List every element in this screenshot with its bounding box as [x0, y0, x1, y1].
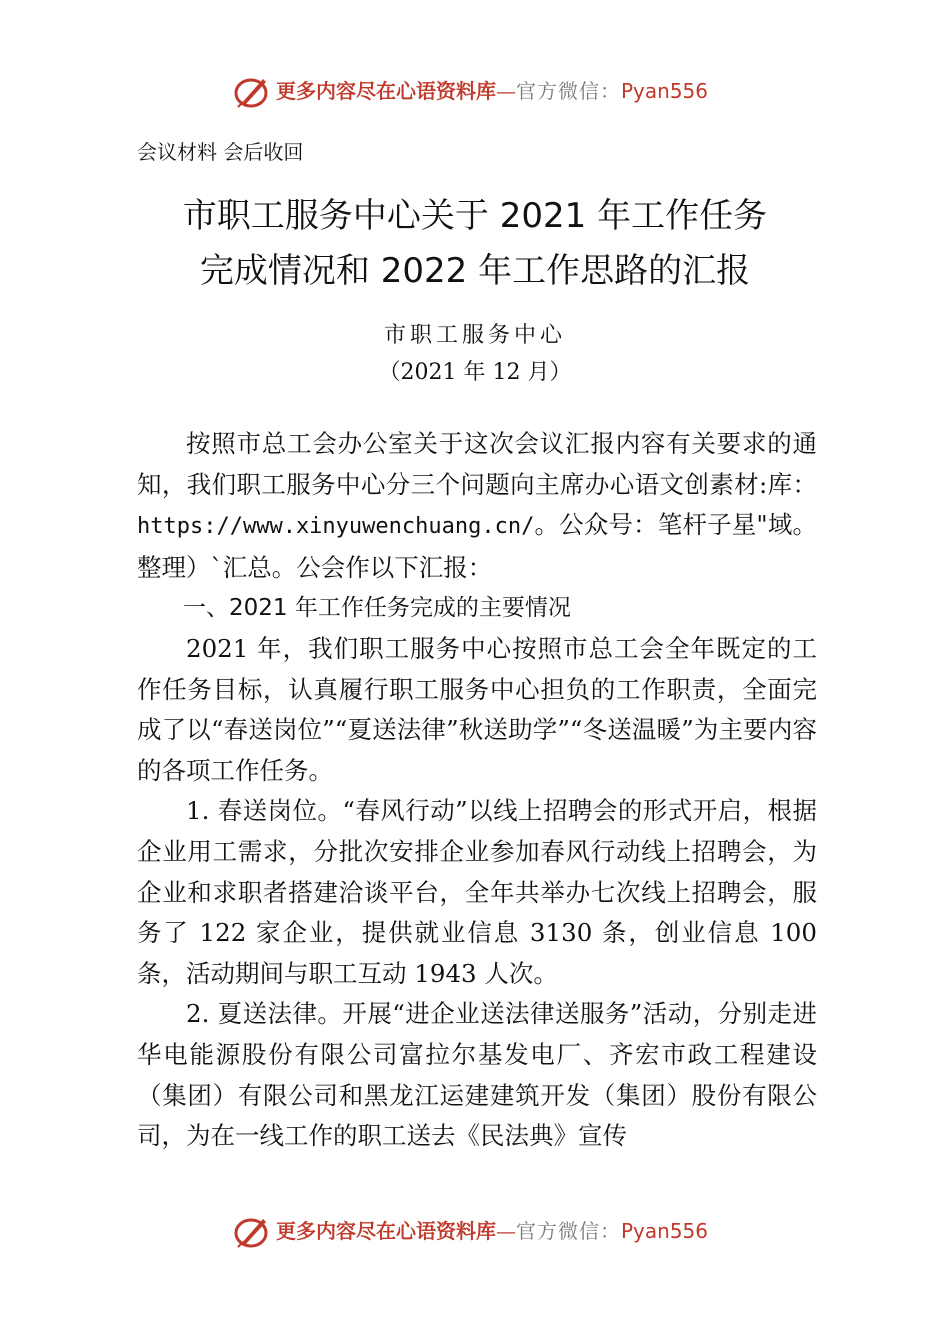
document-title-line-1: 市职工服务中心关于 2021 年工作任务 — [182, 196, 768, 236]
banner-wechat-label: 官方微信： — [516, 1219, 621, 1243]
document-body — [137, 424, 817, 1157]
banner-dash: — — [496, 79, 516, 103]
banner-text — [276, 78, 708, 104]
organization-name: 市职工服务中心 — [383, 323, 566, 348]
banner-wechat-id: Pyan556 — [621, 79, 709, 103]
intro-text-1: 按照市总工会办公室关于这次会议汇报内容有关要求的通知，我们职工服务中心分三个问题向主席办心语文创素材:库： — [137, 429, 817, 499]
document-date: （2021 年 12 月） — [378, 360, 572, 385]
intro-url: https://www.xinyuwenchuang.cn/ — [137, 514, 535, 540]
banner-text — [276, 1218, 708, 1244]
header-banner — [0, 72, 950, 112]
banner-library-text: 更多内容尽在心语资料库 — [276, 1219, 496, 1243]
footer-banner — [0, 1212, 950, 1252]
banner-dash: — — [496, 1219, 516, 1243]
banner-wechat-id: Pyan556 — [621, 1219, 709, 1243]
section-heading-1: 一、2021 年工作任务完成的主要情况 — [183, 595, 571, 622]
intro-paragraph — [137, 424, 817, 588]
paragraph-summer-law: 2. 夏送法律。开展“进企业送法律送服务”活动，分别走进华电能源股份有限公司富拉尔基发电厂、齐宏市政工程建设（集团）有限公司和黑龙江运建建筑开发（集团）股份有限公司，为在一线工作的职工送去《民法典》宣传 — [137, 999, 817, 1151]
meeting-note: 会议材料 会后收回 — [137, 140, 304, 164]
quill-logo-icon — [233, 74, 271, 110]
document-title-line-2: 完成情况和 2022 年工作思路的汇报 — [199, 251, 751, 291]
intro-text-2: 。公众号：笔杆子星"域。整理）`汇总。公会作以下汇报： — [137, 510, 817, 582]
quill-logo-icon — [233, 1214, 271, 1250]
paragraph-spring-jobs: 1. 春送岗位。“春风行动”以线上招聘会的形式开启，根据企业用工需求，分批次安排企业参加春风行动线上招聘会，为企业和求职者搭建洽谈平台，全年共举办七次线上招聘会，服务了 122 家企业，提供就业信息 3130 条，创业信息 100 条，活动期间与职工互动 1943 人次。 — [137, 796, 817, 988]
banner-library-text: 更多内容尽在心语资料库 — [276, 79, 496, 103]
banner-wechat-label: 官方微信： — [516, 79, 621, 103]
paragraph-summary: 2021 年，我们职工服务中心按照市总工会全年既定的工作任务目标，认真履行职工服务中心担负的工作职责，全面完成了以“春送岗位”“夏送法律”秋送助学”“冬送温暖”为主要内容的各项工作任务。 — [137, 633, 817, 785]
